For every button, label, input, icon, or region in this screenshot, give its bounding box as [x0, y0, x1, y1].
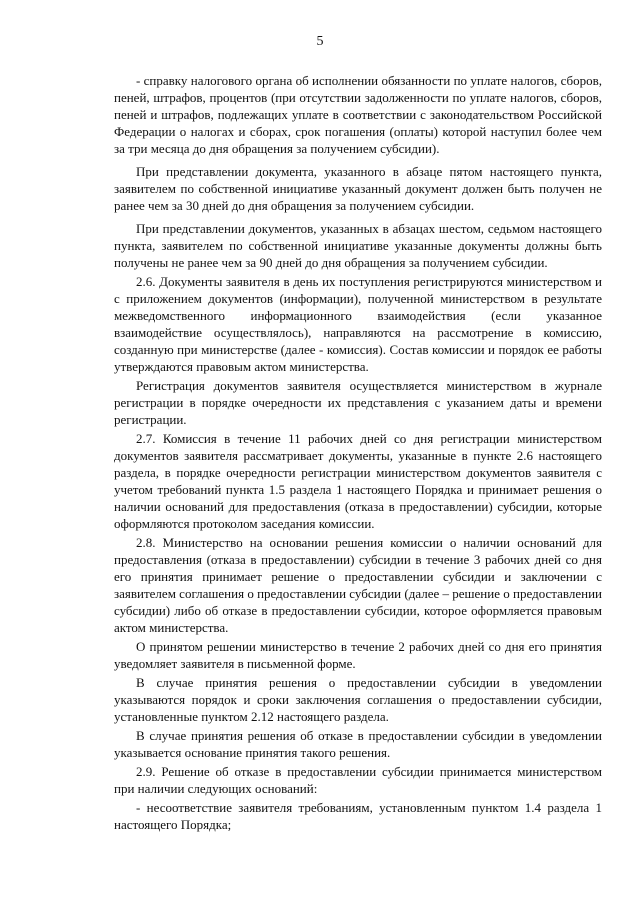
paragraph-document-fifth: При представлении документа, указанного в абзаце пятом настоящего пункта, заявителем по собственной инициативе указанный документ должен быть получен не ранее чем за 30 дней до дня обращения за получением субсидии. [114, 164, 602, 213]
paragraph-2-8: 2.8. Министерство на основании решения комиссии о наличии оснований для предоставления (отказа в предоставлении) субсидии в течение 3 рабочих дней со дня его принятия принимает решение о предоставлении субсидии и заключении с заявителем соглашения о предоставлении субсидии (далее – решение о предоставлении субсидии) либо об отказе в предоставлении субсидии, которое оформляется правовым актом министерства. [114, 535, 602, 635]
paragraph-noncompliance: - несоответствие заявителя требованиям, установленным пунктом 1.4 раздела 1 настоящего Порядка; [114, 800, 602, 832]
paragraph-2-9: 2.9. Решение об отказе в предоставлении субсидии принимается министерством при наличии следующих оснований: [114, 764, 602, 796]
paragraph-2-6: 2.6. Документы заявителя в день их поступления регистрируются министерством и с приложением документов (информации), полученной министерством в результате межведомственного информационного взаимодействия (если указанное взаимодействие осуществлялось), направляются на рассмотрение в комиссию, созданную при министерстве (далее - комиссия). Состав комиссии и порядок ее работы утверждаются правовым актом министерства. [114, 274, 602, 374]
paragraph-tax-certificate: - справку налогового органа об исполнении обязанности по уплате налогов, сборов, пеней, штрафов, процентов (при отсутствии задолженности по уплате налогов, сборов, пеней и штрафов, подлежащих уплате в соответствии с законодательством Российской Федерации о налогах и сборах, срок погашения (оплаты) которой наступил более чем за три месяца до дня обращения за получением субсидии). [114, 73, 602, 156]
paragraph-2-7: 2.7. Комиссия в течение 11 рабочих дней со дня регистрации министерством документов заявителя рассматривает документы, указанные в пункте 2.6 настоящего раздела, в порядке очередности регистрации министерством документов заявителя с учетом требований пункта 1.5 раздела 1 настоящего Порядка и принимает решения о наличии оснований для предоставления (отказа в предоставлении) субсидии, которые оформляются протоколом заседания комиссии. [114, 431, 602, 531]
paragraph-refusal-decision: В случае принятия решения об отказе в предоставлении субсидии в уведомлении указывается основание принятия такого решения. [114, 728, 602, 760]
paragraph-grant-decision: В случае принятия решения о предоставлении субсидии в уведомлении указываются порядок и сроки заключения соглашения о предоставлении субсидии, установленные пунктом 2.12 настоящего раздела. [114, 675, 602, 724]
paragraph-documents-sixth-seventh: При представлении документов, указанных в абзацах шестом, седьмом настоящего пункта, заявителем по собственной инициативе указанные документы должны быть получены не ранее чем за 90 дней до дня обращения за получением субсидии. [114, 221, 602, 270]
paragraph-notification: О принятом решении министерство в течение 2 рабочих дней со дня его принятия уведомляет заявителя в письменной форме. [114, 639, 602, 671]
page-number: 5 [316, 34, 324, 49]
document-body [114, 72, 602, 833]
paragraph-registration: Регистрация документов заявителя осуществляется министерством в журнале регистрации в порядке очередности их представления с указанием даты и времени регистрации. [114, 378, 602, 427]
